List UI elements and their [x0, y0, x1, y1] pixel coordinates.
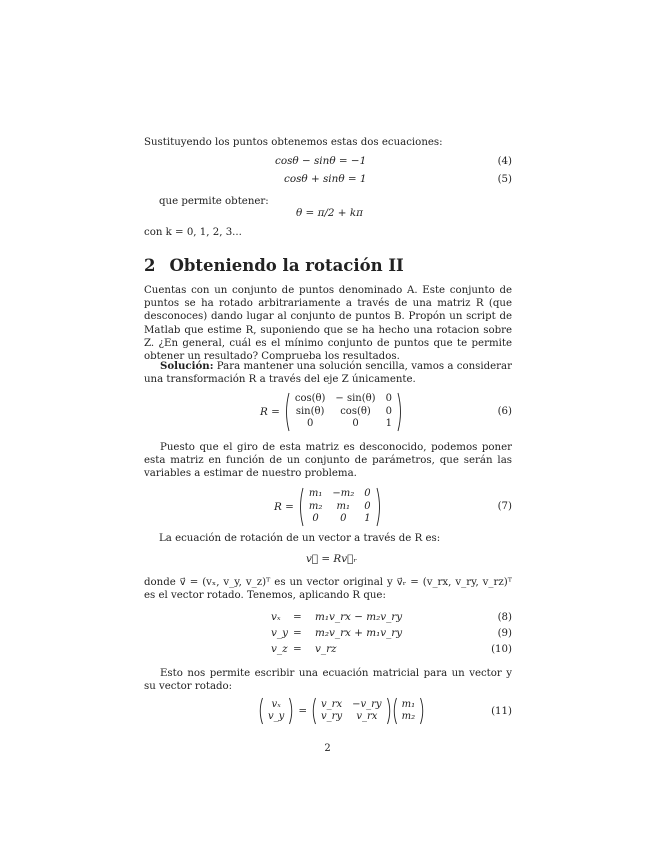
equation-6-lhs: R =	[260, 406, 280, 418]
matrix-cell: 1	[385, 418, 392, 430]
vector-cell: m₁	[401, 698, 416, 710]
equation-10-number: (10)	[491, 644, 512, 655]
matrix-cell: −v_ry	[352, 698, 382, 710]
right-paren-icon	[376, 487, 382, 527]
page-number: 2	[324, 743, 331, 754]
rotation-matrix	[290, 393, 397, 430]
matrix-cell: m₁	[336, 500, 351, 512]
equation-8-lhs: vₓ	[271, 611, 281, 623]
allows-text: que permite obtener:	[159, 196, 269, 207]
matrix-cell: 0	[364, 500, 371, 512]
equation-10-lhs: v_z	[271, 643, 288, 655]
section-number: 2	[144, 256, 156, 275]
vector-cell: v_y	[268, 711, 285, 722]
vector-cell: m₂	[401, 711, 416, 722]
matrix-cell: 0	[364, 488, 371, 500]
equals-sign: =	[298, 705, 308, 717]
parameters-paragraph: Puesto que el giro de esta matriz es desconocido, podemos poner esta matriz en función de un conjunto de parámetros, que serán las variables a estimar de nuestro problema.	[144, 442, 512, 480]
matrix-cell: −m₂	[332, 488, 355, 500]
matrix-cell: − sin(θ)	[335, 393, 376, 405]
equation-7-lhs: R =	[274, 501, 294, 513]
equals-sign: =	[293, 627, 302, 639]
equals-sign: =	[293, 643, 302, 655]
equation-6-number: (6)	[497, 406, 512, 417]
equation-9-rhs: m₂v_rx + m₁v_ry	[315, 627, 403, 639]
matrix-cell: v_ry	[321, 711, 343, 722]
vector-definition-paragraph: donde v⃗ = (vₓ, v_y, v_z)ᵀ es un vector original y v⃗ᵣ = (v_rx, v_ry, v_rz)ᵀ es el vector rotado. Tenemos, aplicando R que:	[144, 577, 512, 602]
k-values-text: con k = 0, 1, 2, 3...	[144, 227, 242, 238]
rotation-equation: v⃗ = Rv⃗ᵣ	[306, 553, 357, 565]
equation-8-rhs: m₁v_rx − m₂v_ry	[315, 611, 403, 623]
matrix-cell: 0	[306, 418, 314, 430]
equation-7	[274, 487, 382, 527]
vector-cell: vₓ	[271, 698, 281, 710]
equation-5-number: (5)	[497, 174, 512, 185]
vector-original	[263, 699, 289, 724]
matrix-cell: m₁	[308, 488, 323, 500]
intro-text: Sustituyendo los puntos obtenemos estas dos ecuaciones:	[144, 137, 443, 148]
equation-11-number: (11)	[491, 706, 512, 717]
matrix-cell: cos(θ)	[340, 405, 371, 417]
right-paren-icon	[289, 697, 294, 725]
matrix-cell: 0	[352, 418, 359, 430]
parameter-matrix	[304, 488, 376, 525]
section-title: Obteniendo la rotación II	[169, 256, 404, 275]
rotation-equation-intro: La ecuación de rotación de un vector a través de R es:	[159, 533, 441, 544]
equals-sign: =	[293, 611, 302, 623]
equation-9-number: (9)	[497, 628, 512, 639]
problem-paragraph: Cuentas con un conjunto de puntos denominado A. Este conjunto de puntos se ha rotado arbitrariamente a través de una matriz R (que desconoces) dando lugar al conjunto de puntos B. Propón un script de Matlab que estime R, suponiendo que se ha hecho una rotacion sobre Z. ¿En general, cuál es el mínimo conjunto de puntos que te permite obtener un resultado? Comprueba los resultados.	[144, 285, 512, 363]
matrix-cell: v_rx	[356, 711, 378, 722]
matrix-cell: 0	[340, 513, 347, 525]
solution-paragraph	[144, 360, 512, 386]
right-paren-icon	[397, 392, 403, 432]
equation-10-rhs: v_rz	[315, 643, 337, 655]
equation-6	[260, 392, 403, 432]
equation-8-number: (8)	[497, 612, 512, 623]
equation-5: cosθ + sinθ = 1	[284, 173, 367, 185]
solution-label: Solución:	[160, 360, 214, 372]
equation-9-lhs: v_y	[271, 627, 288, 639]
matrix-cell: sin(θ)	[295, 405, 325, 417]
matrix-cell: cos(θ)	[294, 393, 326, 405]
matrix-cell: m₂	[308, 500, 323, 512]
equation-4: cosθ − sinθ = −1	[275, 155, 367, 167]
matrix-cell: 0	[312, 513, 319, 525]
matrix-cell: v_rx	[321, 698, 343, 710]
rotated-component-matrix	[316, 699, 387, 724]
matrix-cell: 0	[385, 405, 392, 417]
section-heading	[144, 256, 404, 275]
equation-7-number: (7)	[497, 501, 512, 512]
right-paren-icon	[420, 697, 425, 725]
solution-text: Para mantener una solución sencilla, vamos a considerar una transformación R a través del eje Z únicamente.	[144, 361, 512, 386]
equation-4-number: (4)	[497, 156, 512, 167]
matrix-equation-paragraph: Esto nos permite escribir una ecuación matricial para un vector y su vector rotado:	[144, 668, 512, 693]
matrix-cell: 1	[364, 513, 371, 525]
equation-11	[258, 697, 425, 725]
matrix-cell: 0	[385, 393, 392, 405]
parameter-vector	[397, 699, 421, 724]
theta-equation: θ = π/2 + kπ	[296, 207, 363, 219]
